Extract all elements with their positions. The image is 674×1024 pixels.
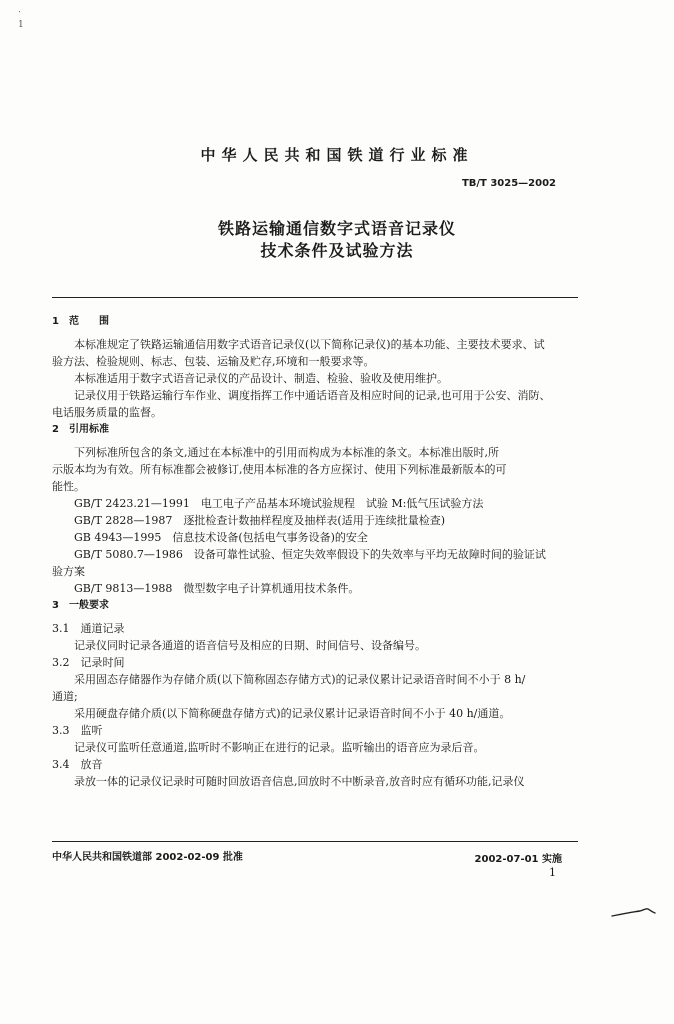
page-number: 1 bbox=[549, 866, 556, 879]
standard-header-title: 中华人民共和国铁道行业标准 bbox=[200, 146, 474, 164]
subsection-heading: 3.3 监听 bbox=[52, 724, 103, 737]
top-divider bbox=[52, 297, 578, 298]
body-text-line: GB/T 5080.7—1986 设备可靠性试验、恒定失效率假设下的失效率与平均无故障时间的验证试 bbox=[74, 548, 546, 561]
implementation-date: 2002-07-01 实施 bbox=[474, 854, 562, 865]
approval-line: 中华人民共和国铁道部 2002-02-09 批准 bbox=[52, 852, 243, 863]
body-text-line: 验方法、检验规则、标志、包装、运输及贮存,环境和一般要求等。 bbox=[52, 355, 375, 368]
document-title-line-1: 铁路运输通信数字式语音记录仪 bbox=[217, 219, 456, 238]
body-text-line: 记录仪同时记录各通道的语音信号及相应的日期、时间信号、设备编号。 bbox=[74, 639, 426, 652]
section-heading: 3 一般要求 bbox=[52, 600, 109, 611]
body-text-line: 能性。 bbox=[52, 480, 85, 493]
body-text-line: GB/T 2828—1987 逐批检查计数抽样程度及抽样表(适用于连续批量检查) bbox=[74, 514, 445, 527]
standard-code: TB/T 3025—2002 bbox=[461, 178, 556, 189]
body-text-line: 本标准规定了铁路运输通信用数字式语音记录仪(以下简称记录仪)的基本功能、主要技术要求、试 bbox=[74, 338, 545, 351]
body-text-line: 采用固态存储器作为存储介质(以下简称固态存储方式)的记录仪累计记录语音时间不小于 8 h/ bbox=[74, 673, 526, 686]
subsection-heading: 3.2 记录时间 bbox=[52, 656, 125, 669]
body-text-line: 采用硬盘存储介质(以下简称硬盘存储方式)的记录仪累计记录语音时间不小于 40 h/通道。 bbox=[74, 707, 511, 720]
subsection-heading: 3.4 放音 bbox=[52, 758, 103, 771]
body-text-line: 示版本均为有效。所有标准都会被修订,使用本标准的各方应探讨、使用下列标准最新版本的可 bbox=[52, 463, 507, 476]
document-title-line-2: 技术条件及试验方法 bbox=[260, 241, 414, 260]
body-text-line: 验方案 bbox=[52, 565, 85, 578]
bottom-divider bbox=[52, 841, 578, 842]
body-text-line: 电话服务质量的监督。 bbox=[52, 406, 162, 419]
document-body bbox=[52, 313, 586, 790]
body-text-line: 记录仪用于铁路运输行车作业、调度指挥工作中通话语音及相应时间的记录,也可用于公安、消防、 bbox=[74, 389, 551, 402]
body-text-line: 下列标准所包含的条文,通过在本标准中的引用而构成为本标准的条文。本标准出版时,所 bbox=[74, 446, 499, 459]
body-text-line: 本标准适用于数字式语音记录仪的产品设计、制造、检验、验收及使用维护。 bbox=[74, 372, 448, 385]
body-text-line: 记录仪可监听任意通道,监听时不影响正在进行的记录。监听输出的语音应为录后音。 bbox=[74, 741, 485, 754]
section-heading: 2 引用标准 bbox=[52, 424, 109, 435]
body-text-line: GB/T 2423.21—1991 电工电子产品基本环境试验规程 试验 M:低气压试验方法 bbox=[74, 497, 484, 510]
body-text-line: 通道; bbox=[52, 690, 78, 703]
body-text-line: 录放一体的记录仪记录时可随时回放语音信息,回放时不中断录音,放音时应有循环功能,记录仪 bbox=[74, 775, 525, 788]
section-heading: 1 范 围 bbox=[52, 316, 109, 327]
subsection-heading: 3.1 通道记录 bbox=[52, 622, 125, 635]
corner-mark: ॱ 1 bbox=[18, 10, 24, 30]
body-text-line: GB 4943—1995 信息技术设备(包括电气事务设备)的安全 bbox=[74, 531, 368, 544]
body-text-line: GB/T 9813—1988 微型数字电子计算机通用技术条件。 bbox=[74, 582, 360, 595]
handwritten-stroke-mark bbox=[610, 905, 656, 919]
